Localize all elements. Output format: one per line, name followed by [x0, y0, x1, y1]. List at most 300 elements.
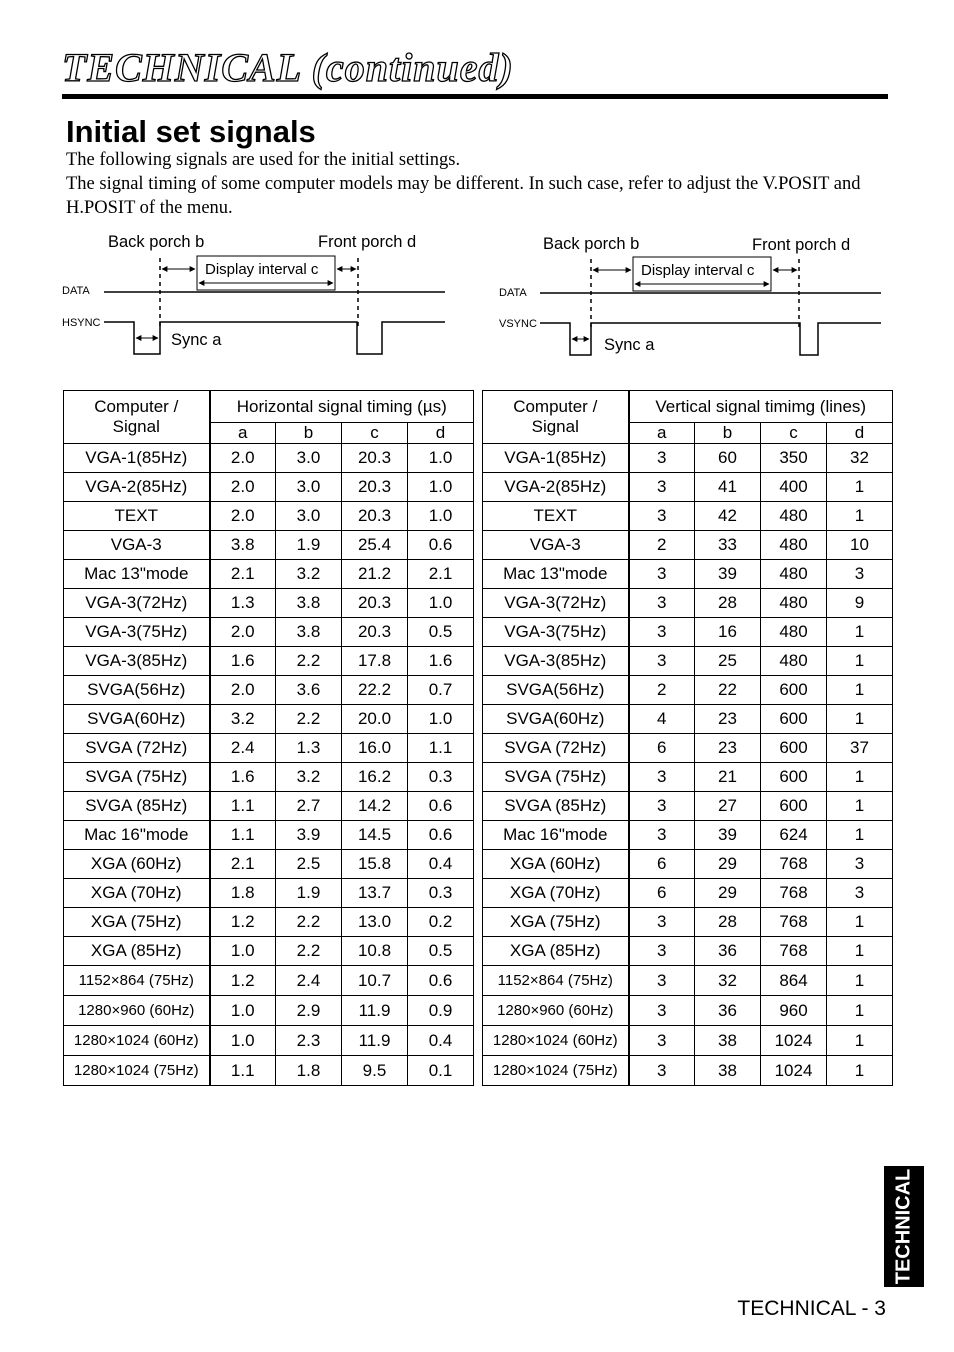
timing-value-cell: 2.4: [210, 734, 276, 763]
table-row: [483, 676, 893, 705]
timing-value-cell: 41: [695, 473, 761, 502]
intro-paragraph-2: The signal timing of some computer models may be different. In such case, refer to adjust the V.POSIT and H.POSIT of the menu.: [66, 174, 861, 218]
timing-value-cell: 3.8: [210, 531, 276, 560]
timing-value-cell: 768: [761, 850, 827, 879]
table-row: [64, 734, 474, 763]
data-signal-label: DATA: [62, 285, 90, 297]
vertical-timing-table: [482, 390, 893, 1086]
front-porch-label: Front porch d: [752, 236, 851, 254]
timing-value-cell: 480: [761, 531, 827, 560]
timing-value-cell: 1.1: [408, 734, 474, 763]
table-row: [483, 647, 893, 676]
signal-name-cell: XGA (85Hz): [483, 937, 629, 966]
timing-value-cell: 0.6: [408, 792, 474, 821]
timing-value-cell: 20.0: [342, 705, 408, 734]
timing-value-cell: 1.0: [408, 589, 474, 618]
signal-name-cell: 1152×864 (75Hz): [64, 966, 210, 996]
data-signal-label: DATA: [499, 287, 527, 299]
signal-name-cell: 1280×960 (60Hz): [483, 996, 629, 1026]
sub-header-c: c: [342, 423, 408, 444]
vertical-timing-diagram: [496, 226, 886, 361]
timing-value-cell: 400: [761, 473, 827, 502]
timing-value-cell: 3: [629, 937, 695, 966]
table-row: [483, 908, 893, 937]
timing-value-cell: 1.6: [210, 647, 276, 676]
sub-header-c: c: [761, 423, 827, 444]
table-row: [64, 879, 474, 908]
signal-name-cell: XGA (60Hz): [483, 850, 629, 879]
table-row: [64, 502, 474, 531]
display-interval-label: Display interval c: [641, 262, 755, 279]
timing-value-cell: 0.3: [408, 763, 474, 792]
page-number: TECHNICAL - 3: [737, 1297, 886, 1320]
signal-name-cell: VGA-3(85Hz): [483, 647, 629, 676]
timing-value-cell: 768: [761, 937, 827, 966]
timing-value-cell: 600: [761, 763, 827, 792]
timing-value-cell: 3: [629, 792, 695, 821]
timing-value-cell: 3.2: [276, 560, 342, 589]
display-interval-label: Display interval c: [205, 261, 319, 278]
table-row: [64, 531, 474, 560]
timing-value-cell: 3: [827, 850, 893, 879]
timing-value-cell: 25: [695, 647, 761, 676]
sub-header-a: a: [629, 423, 695, 444]
signal-name-cell: VGA-3: [483, 531, 629, 560]
signal-name-cell: SVGA (72Hz): [483, 734, 629, 763]
timing-value-cell: 29: [695, 879, 761, 908]
timing-value-cell: 3.9: [276, 821, 342, 850]
table-row: [483, 821, 893, 850]
table-row: [483, 560, 893, 589]
timing-value-cell: 1.6: [408, 647, 474, 676]
side-tab-label: TECHNICAL: [892, 1168, 915, 1285]
timing-value-cell: 1.0: [408, 473, 474, 502]
timing-value-cell: 0.9: [408, 996, 474, 1026]
timing-value-cell: 22.2: [342, 676, 408, 705]
timing-value-cell: 2.0: [210, 444, 276, 473]
table-row: [64, 473, 474, 502]
signal-name-cell: SVGA (75Hz): [64, 763, 210, 792]
timing-value-cell: 9.5: [342, 1056, 408, 1086]
timing-value-cell: 2: [629, 676, 695, 705]
timing-value-cell: 32: [827, 444, 893, 473]
timing-value-cell: 2: [629, 531, 695, 560]
timing-value-cell: 28: [695, 589, 761, 618]
timing-value-cell: 3.2: [210, 705, 276, 734]
timing-value-cell: 1: [827, 1056, 893, 1086]
timing-value-cell: 13.7: [342, 879, 408, 908]
signal-name-cell: XGA (75Hz): [64, 908, 210, 937]
timing-value-cell: 2.0: [210, 618, 276, 647]
signal-name-cell: XGA (70Hz): [483, 879, 629, 908]
timing-value-cell: 11.9: [342, 996, 408, 1026]
timing-value-cell: 3.8: [276, 589, 342, 618]
timing-value-cell: 2.7: [276, 792, 342, 821]
timing-value-cell: 480: [761, 647, 827, 676]
timing-value-cell: 3: [629, 908, 695, 937]
timing-value-cell: 20.3: [342, 473, 408, 502]
table-row: [64, 444, 474, 473]
timing-value-cell: 3: [629, 589, 695, 618]
timing-value-cell: 10.8: [342, 937, 408, 966]
timing-value-cell: 29: [695, 850, 761, 879]
table-row: [64, 618, 474, 647]
signal-name-cell: XGA (75Hz): [483, 908, 629, 937]
timing-value-cell: 3: [629, 821, 695, 850]
table-row: [483, 589, 893, 618]
table-row: [483, 966, 893, 996]
signal-name-cell: VGA-3(72Hz): [483, 589, 629, 618]
table-row: [64, 705, 474, 734]
horizontal-timing-table: [63, 390, 474, 1086]
timing-value-cell: 3: [629, 444, 695, 473]
signal-column-header: [64, 391, 210, 444]
timing-value-cell: 14.5: [342, 821, 408, 850]
timing-value-cell: 23: [695, 705, 761, 734]
timing-value-cell: 13.0: [342, 908, 408, 937]
page-header-title: TECHNICAL (continued): [62, 45, 514, 90]
timing-value-cell: 3: [629, 502, 695, 531]
timing-value-cell: 960: [761, 996, 827, 1026]
table-row: [64, 908, 474, 937]
table-row: [64, 996, 474, 1026]
signal-name-cell: VGA-3(75Hz): [483, 618, 629, 647]
sub-header-d: d: [408, 423, 474, 444]
timing-value-cell: 2.2: [276, 647, 342, 676]
timing-value-cell: 3: [629, 618, 695, 647]
timing-value-cell: 1024: [761, 1056, 827, 1086]
timing-value-cell: 60: [695, 444, 761, 473]
timing-value-cell: 480: [761, 502, 827, 531]
timing-value-cell: 1.0: [210, 1026, 276, 1056]
signal-name-cell: VGA-1(85Hz): [483, 444, 629, 473]
timing-value-cell: 1.1: [210, 1056, 276, 1086]
table-row: [64, 589, 474, 618]
timing-value-cell: 23: [695, 734, 761, 763]
signal-name-cell: SVGA(60Hz): [483, 705, 629, 734]
signal-name-cell: Mac 16"mode: [64, 821, 210, 850]
timing-value-cell: 16.2: [342, 763, 408, 792]
table-row: [64, 1026, 474, 1056]
signal-name-cell: SVGA (72Hz): [64, 734, 210, 763]
timing-value-cell: 0.5: [408, 618, 474, 647]
timing-value-cell: 600: [761, 792, 827, 821]
timing-value-cell: 1: [827, 937, 893, 966]
signal-name-cell: VGA-3(75Hz): [64, 618, 210, 647]
signal-name-cell: Mac 13"mode: [64, 560, 210, 589]
table-row: [483, 734, 893, 763]
timing-value-cell: 0.1: [408, 1056, 474, 1086]
timing-value-cell: 0.6: [408, 966, 474, 996]
intro-paragraph-1: The following signals are used for the initial settings.: [66, 150, 461, 170]
timing-value-cell: 0.7: [408, 676, 474, 705]
timing-value-cell: 37: [827, 734, 893, 763]
sub-header-b: b: [695, 423, 761, 444]
table-row: [64, 763, 474, 792]
signal-name-cell: XGA (85Hz): [64, 937, 210, 966]
timing-value-cell: 1.2: [210, 908, 276, 937]
horizontal-timing-diagram: [60, 226, 450, 361]
timing-value-cell: 1.9: [276, 879, 342, 908]
timing-value-cell: 38: [695, 1056, 761, 1086]
table-row: [483, 996, 893, 1026]
signal-name-cell: Mac 13"mode: [483, 560, 629, 589]
timing-value-cell: 2.1: [210, 560, 276, 589]
section-side-tab: [884, 1166, 924, 1287]
timing-value-cell: 2.0: [210, 676, 276, 705]
timing-value-cell: 600: [761, 676, 827, 705]
timing-value-cell: 2.2: [276, 908, 342, 937]
timing-value-cell: 10: [827, 531, 893, 560]
table-row: [64, 676, 474, 705]
table-row: [64, 1056, 474, 1086]
table-row: [64, 560, 474, 589]
timing-value-cell: 1: [827, 792, 893, 821]
signal-header-text: Computer / Signal: [94, 397, 179, 436]
timing-value-cell: 39: [695, 560, 761, 589]
timing-value-cell: 36: [695, 937, 761, 966]
signal-name-cell: TEXT: [64, 502, 210, 531]
timing-value-cell: 3.8: [276, 618, 342, 647]
table-row: [64, 792, 474, 821]
signal-name-cell: Mac 16"mode: [483, 821, 629, 850]
sub-header-b: b: [276, 423, 342, 444]
timing-group-header: Horizontal signal timing (µs): [210, 391, 474, 423]
timing-value-cell: 1: [827, 647, 893, 676]
timing-value-cell: 1: [827, 908, 893, 937]
timing-value-cell: 1: [827, 676, 893, 705]
front-porch-label: Front porch d: [318, 233, 417, 251]
signal-name-cell: XGA (60Hz): [64, 850, 210, 879]
signal-header-text: Computer / Signal: [513, 397, 598, 436]
signal-name-cell: VGA-3(85Hz): [64, 647, 210, 676]
signal-name-cell: 1280×1024 (60Hz): [483, 1026, 629, 1056]
timing-value-cell: 1.2: [210, 966, 276, 996]
timing-value-cell: 350: [761, 444, 827, 473]
timing-value-cell: 1024: [761, 1026, 827, 1056]
timing-value-cell: 1: [827, 1026, 893, 1056]
timing-value-cell: 2.9: [276, 996, 342, 1026]
timing-value-cell: 1: [827, 996, 893, 1026]
timing-value-cell: 1.0: [408, 444, 474, 473]
back-porch-label: Back porch b: [543, 235, 640, 253]
timing-value-cell: 480: [761, 618, 827, 647]
timing-value-cell: 14.2: [342, 792, 408, 821]
timing-value-cell: 1.8: [276, 1056, 342, 1086]
table-row: [483, 531, 893, 560]
timing-value-cell: 6: [629, 850, 695, 879]
timing-value-cell: 1: [827, 502, 893, 531]
timing-value-cell: 1: [827, 966, 893, 996]
sub-header-a: a: [210, 423, 276, 444]
table-row: [483, 937, 893, 966]
timing-value-cell: 0.4: [408, 1026, 474, 1056]
table-row: [483, 763, 893, 792]
timing-value-cell: 0.6: [408, 531, 474, 560]
timing-value-cell: 3.0: [276, 502, 342, 531]
timing-value-cell: 16: [695, 618, 761, 647]
timing-value-cell: 27: [695, 792, 761, 821]
timing-value-cell: 17.8: [342, 647, 408, 676]
timing-value-cell: 3: [629, 647, 695, 676]
timing-value-cell: 20.3: [342, 444, 408, 473]
timing-value-cell: 1: [827, 618, 893, 647]
table-row: [483, 850, 893, 879]
timing-value-cell: 1.9: [276, 531, 342, 560]
signal-name-cell: SVGA(56Hz): [483, 676, 629, 705]
timing-value-cell: 1.0: [408, 502, 474, 531]
timing-value-cell: 2.3: [276, 1026, 342, 1056]
timing-value-cell: 21: [695, 763, 761, 792]
timing-value-cell: 28: [695, 908, 761, 937]
timing-value-cell: 2.4: [276, 966, 342, 996]
timing-value-cell: 864: [761, 966, 827, 996]
timing-value-cell: 21.2: [342, 560, 408, 589]
intro-text: [66, 148, 866, 220]
signal-name-cell: SVGA (75Hz): [483, 763, 629, 792]
timing-value-cell: 20.3: [342, 589, 408, 618]
timing-value-cell: 1.0: [210, 937, 276, 966]
signal-name-cell: SVGA(56Hz): [64, 676, 210, 705]
timing-value-cell: 3: [827, 560, 893, 589]
timing-value-cell: 0.2: [408, 908, 474, 937]
timing-value-cell: 15.8: [342, 850, 408, 879]
signal-name-cell: 1280×1024 (60Hz): [64, 1026, 210, 1056]
timing-value-cell: 3: [629, 1026, 695, 1056]
signal-name-cell: 1280×1024 (75Hz): [64, 1056, 210, 1086]
timing-value-cell: 0.3: [408, 879, 474, 908]
header-rule: [62, 94, 888, 99]
timing-value-cell: 1.1: [210, 821, 276, 850]
timing-value-cell: 1.3: [210, 589, 276, 618]
timing-value-cell: 3.2: [276, 763, 342, 792]
signal-name-cell: SVGA (85Hz): [483, 792, 629, 821]
signal-column-header: [483, 391, 629, 444]
table-row: [483, 705, 893, 734]
timing-value-cell: 2.0: [210, 502, 276, 531]
timing-value-cell: 2.2: [276, 705, 342, 734]
timing-value-cell: 3: [629, 1056, 695, 1086]
timing-value-cell: 2.5: [276, 850, 342, 879]
signal-name-cell: XGA (70Hz): [64, 879, 210, 908]
timing-value-cell: 600: [761, 705, 827, 734]
timing-value-cell: 1.8: [210, 879, 276, 908]
timing-value-cell: 0.4: [408, 850, 474, 879]
timing-value-cell: 3: [629, 560, 695, 589]
table-row: [483, 444, 893, 473]
timing-value-cell: 11.9: [342, 1026, 408, 1056]
timing-value-cell: 0.5: [408, 937, 474, 966]
timing-value-cell: 3: [629, 473, 695, 502]
timing-value-cell: 1.0: [210, 996, 276, 1026]
sync-signal-label: VSYNC: [499, 318, 537, 330]
timing-value-cell: 1.0: [408, 705, 474, 734]
table-row: [483, 1056, 893, 1086]
signal-name-cell: 1152×864 (75Hz): [483, 966, 629, 996]
timing-value-cell: 33: [695, 531, 761, 560]
timing-value-cell: 1: [827, 821, 893, 850]
timing-value-cell: 3: [629, 996, 695, 1026]
timing-value-cell: 6: [629, 734, 695, 763]
timing-value-cell: 36: [695, 996, 761, 1026]
table-row: [483, 502, 893, 531]
timing-value-cell: 1.1: [210, 792, 276, 821]
table-row: [64, 821, 474, 850]
timing-value-cell: 20.3: [342, 502, 408, 531]
sync-signal-label: HSYNC: [62, 317, 101, 329]
signal-name-cell: VGA-3(72Hz): [64, 589, 210, 618]
signal-name-cell: VGA-3: [64, 531, 210, 560]
timing-value-cell: 3.0: [276, 444, 342, 473]
timing-value-cell: 32: [695, 966, 761, 996]
timing-value-cell: 768: [761, 908, 827, 937]
sync-a-label: Sync a: [604, 336, 655, 354]
table-row: [483, 473, 893, 502]
signal-name-cell: VGA-2(85Hz): [483, 473, 629, 502]
table-row: [64, 937, 474, 966]
timing-value-cell: 25.4: [342, 531, 408, 560]
signal-name-cell: VGA-2(85Hz): [64, 473, 210, 502]
signal-name-cell: 1280×960 (60Hz): [64, 996, 210, 1026]
timing-value-cell: 4: [629, 705, 695, 734]
table-row: [64, 647, 474, 676]
table-row: [483, 618, 893, 647]
timing-value-cell: 1: [827, 473, 893, 502]
section-title: Initial set signals: [66, 114, 316, 149]
timing-value-cell: 38: [695, 1026, 761, 1056]
timing-value-cell: 42: [695, 502, 761, 531]
timing-value-cell: 624: [761, 821, 827, 850]
signal-name-cell: SVGA (85Hz): [64, 792, 210, 821]
timing-value-cell: 3: [629, 966, 695, 996]
timing-value-cell: 39: [695, 821, 761, 850]
timing-group-header: Vertical signal timimg (lines): [629, 391, 893, 423]
timing-value-cell: 480: [761, 560, 827, 589]
timing-value-cell: 16.0: [342, 734, 408, 763]
timing-value-cell: 1.3: [276, 734, 342, 763]
table-row: [483, 879, 893, 908]
timing-value-cell: 768: [761, 879, 827, 908]
sync-a-label: Sync a: [171, 331, 222, 349]
timing-value-cell: 10.7: [342, 966, 408, 996]
timing-value-cell: 2.1: [210, 850, 276, 879]
table-row: [64, 850, 474, 879]
sync-waveform: [540, 323, 881, 355]
signal-name-cell: TEXT: [483, 502, 629, 531]
timing-value-cell: 1.6: [210, 763, 276, 792]
timing-value-cell: 3: [629, 763, 695, 792]
timing-value-cell: 0.6: [408, 821, 474, 850]
table-row: [64, 966, 474, 996]
timing-value-cell: 2.0: [210, 473, 276, 502]
timing-value-cell: 1: [827, 705, 893, 734]
timing-value-cell: 3.6: [276, 676, 342, 705]
timing-value-cell: 1: [827, 763, 893, 792]
signal-name-cell: SVGA(60Hz): [64, 705, 210, 734]
timing-value-cell: 20.3: [342, 618, 408, 647]
timing-value-cell: 2.1: [408, 560, 474, 589]
back-porch-label: Back porch b: [108, 233, 205, 251]
timing-value-cell: 9: [827, 589, 893, 618]
timing-value-cell: 3.0: [276, 473, 342, 502]
timing-value-cell: 600: [761, 734, 827, 763]
sub-header-d: d: [827, 423, 893, 444]
signal-name-cell: VGA-1(85Hz): [64, 444, 210, 473]
timing-value-cell: 2.2: [276, 937, 342, 966]
table-row: [483, 1026, 893, 1056]
timing-value-cell: 6: [629, 879, 695, 908]
table-row: [483, 792, 893, 821]
